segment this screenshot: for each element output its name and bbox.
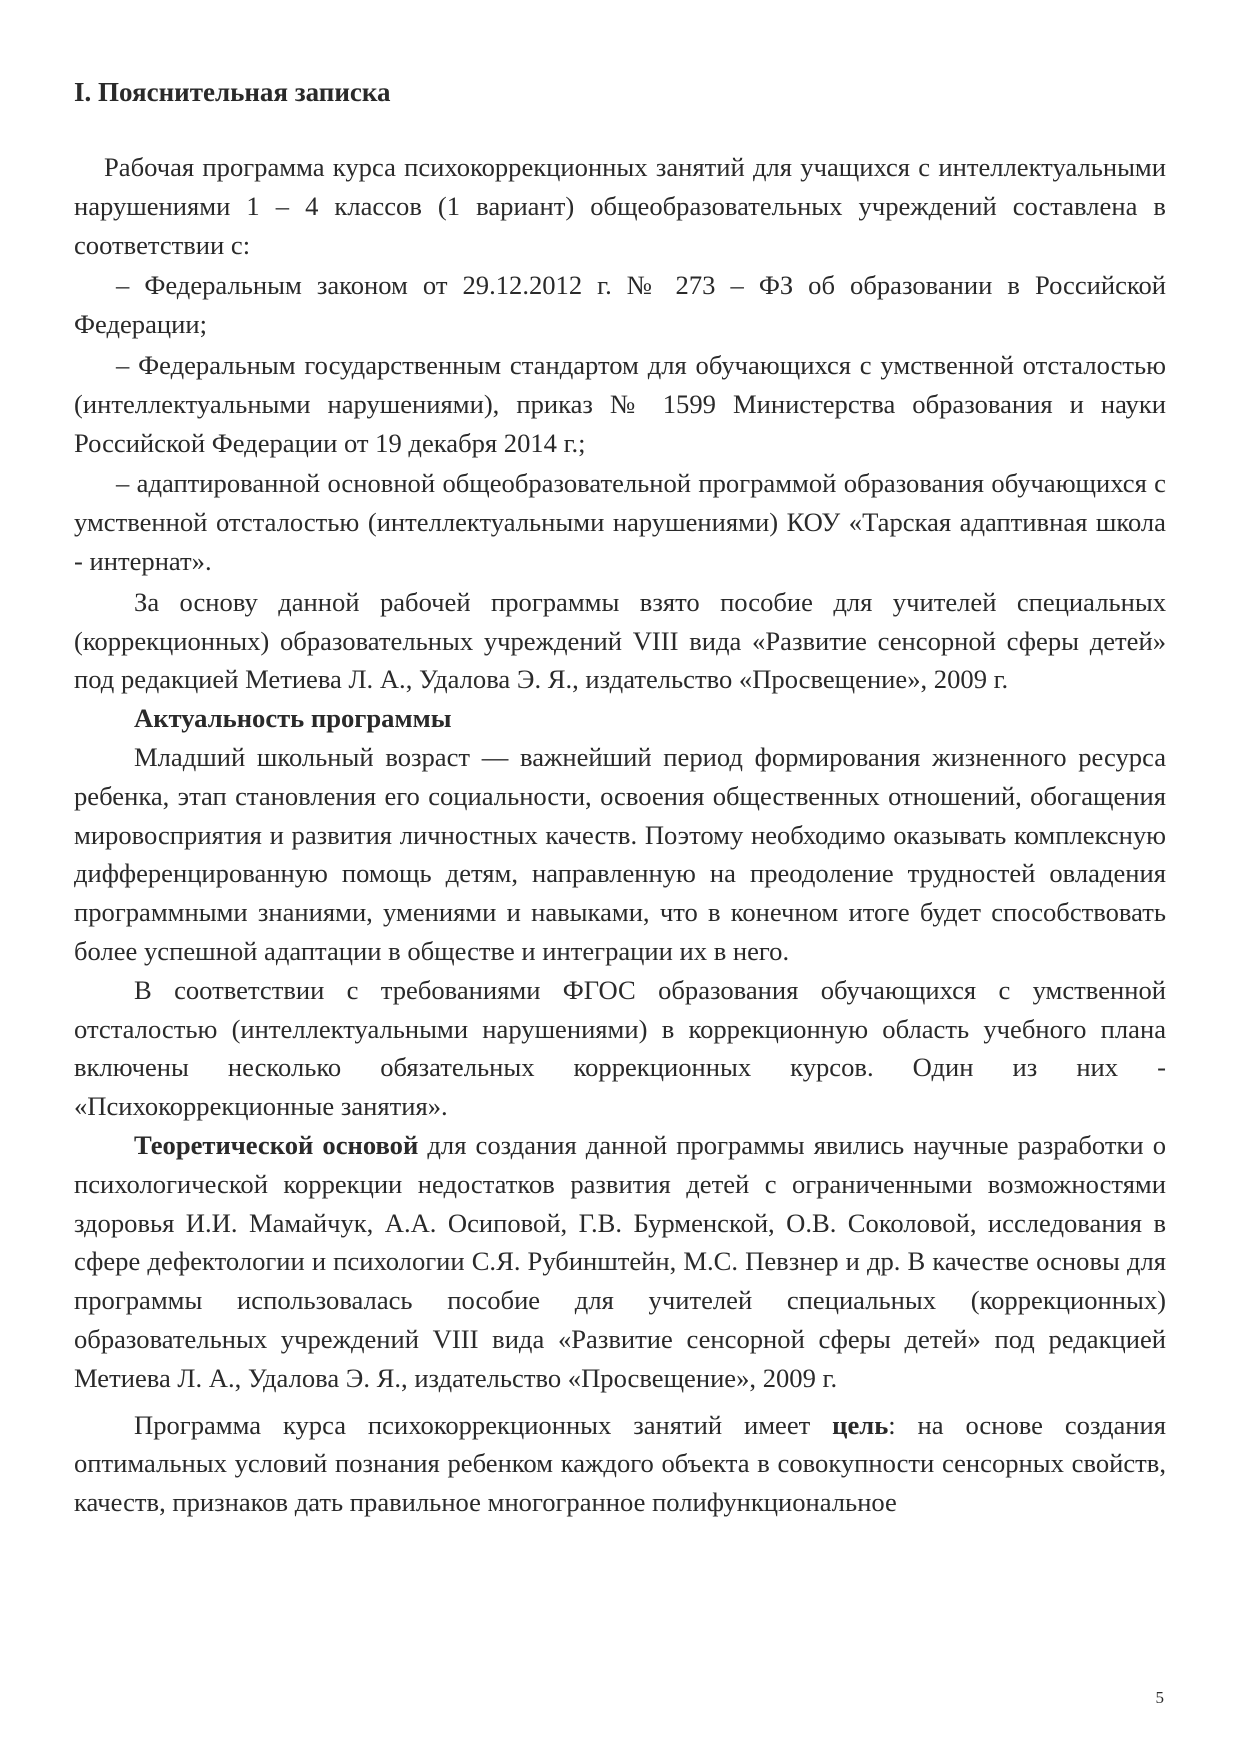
document-page: [74, 72, 1166, 1522]
theory-text: для создания данной программы явились научные разработки о психологической коррекции недостатков развития детей с ограниченными возможностями здоровья И.И. Мамайчук, А.А. Осиповой, Г.В. Бурменской, О.В. Соколовой, исследования в сфере дефектологии и психологии С.Я. Рубинштейн, М.С. Певзнер и др. В качестве основы для программы использовалась пособие для учителей специальных (коррекционных) образовательных учреждений VIII вида «Развитие сенсорной сферы детей» под редакцией Метиева Л. А., Удалова Э. Я., издательство «Просвещение», 2009 г.: [74, 1129, 1166, 1393]
theory-paragraph: [74, 1126, 1166, 1398]
fgos-paragraph: В соответствии с требованиями ФГОС образования обучающихся с умственной отсталостью (интеллектуальными нарушениями) в коррекционную область учебного плана включены несколько обязательных коррекционных курсов. Один из них - «Психокоррекционные занятия».: [74, 974, 1166, 1122]
goal-text-after: : на основе создания оптимальных условий познания ребенком каждого объекта в совокупности сенсорных свойств, качеств, признаков дать правильное многогранное полифункциональное: [74, 1409, 1166, 1518]
basis-paragraph: За основу данной рабочей программы взято пособие для учителей специальных (коррекционных) образовательных учреждений VIII вида «Развитие сенсорной сферы детей» под редакцией Метиева Л. А., Удалова Э. Я., издательство «Просвещение», 2009 г.: [74, 586, 1166, 695]
page-number: 5: [1155, 1688, 1164, 1707]
list-item-federal-standard: – Федеральным государственным стандартом для обучающихся с умственной отсталостью (интеллектуальными нарушениями), приказ № 1599 Министерства образования и науки Российской Федерации от 19 декабря 2014 г.;: [74, 349, 1166, 458]
goal-text-before: Программа курса психокоррекционных занятий имеет: [134, 1409, 833, 1440]
relevance-heading: Актуальность программы: [134, 703, 452, 734]
list-item-adapted-program: – адаптированной основной общеобразовательной программой образования обучающихся с умственной отсталостью (интеллектуальными нарушениями) КОУ «Тарская адаптивная школа - интернат».: [74, 468, 1166, 576]
intro-paragraph: Рабочая программа курса психокоррекционных занятий для учащихся с интеллектуальными нарушениями 1 – 4 классов (1 вариант) общеобразовательных учреждений составлена в соответствии с:: [74, 152, 1166, 260]
goal-paragraph: [74, 1406, 1166, 1522]
relevance-paragraph: Младший школьный возраст — важнейший период формирования жизненного ресурса ребенка, этап становления его социальности, освоения общественных отношений, обогащения мировосприятия и развития личностных качеств. Поэтому необходимо оказывать комплексную дифференцированную помощь детям, направленную на преодоление трудностей овладения программными знаниями, умениями и навыками, что в конечном итоге будет способствовать более успешной адаптации в обществе и интеграции их в него.: [74, 741, 1166, 966]
theory-bold-term: Теоретической основой: [134, 1129, 419, 1160]
list-item-federal-law: – Федеральным законом от 29.12.2012 г. № 273 – ФЗ об образовании в Российской Федерации;: [74, 270, 1166, 340]
section-heading: I. Пояснительная записка: [74, 77, 391, 107]
goal-bold-term: цель: [832, 1409, 889, 1440]
